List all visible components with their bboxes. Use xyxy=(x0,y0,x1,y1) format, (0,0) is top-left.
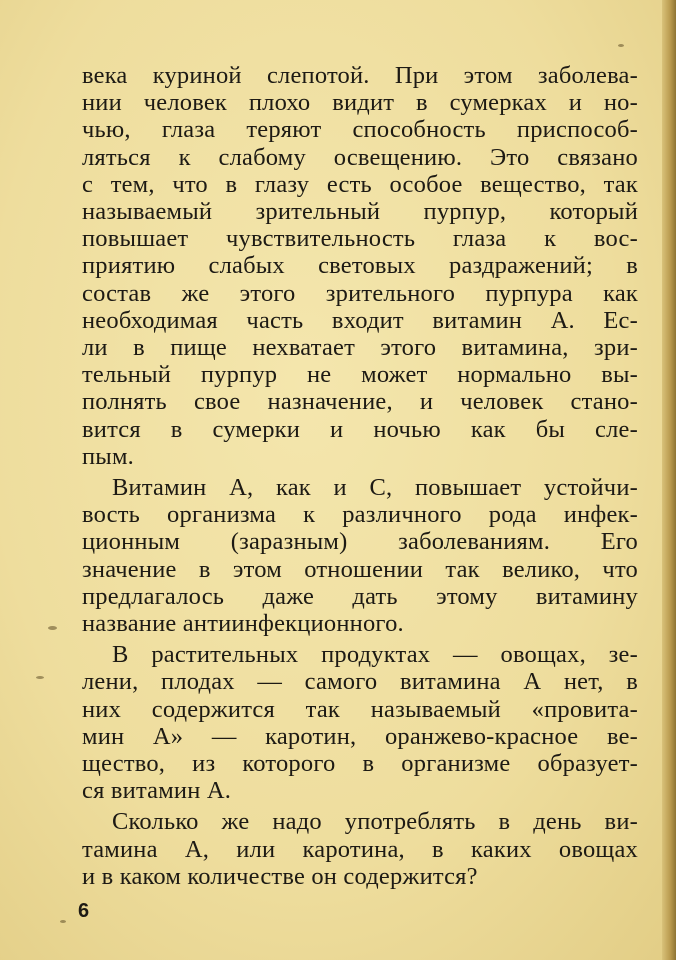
print-speck xyxy=(48,626,57,630)
text-line: необходимая часть входит витамин А. Ес- xyxy=(82,306,638,334)
text-line: ционным (заразным) заболеваниям. Его xyxy=(82,528,638,556)
body-text xyxy=(82,62,638,890)
print-speck xyxy=(36,676,44,679)
text-line: щество, из которого в организме образует- xyxy=(82,750,638,778)
text-line: и в каком количестве он содержится? xyxy=(82,862,478,890)
text-line: чью, глаза теряют способность приспособ- xyxy=(82,116,638,144)
text-line: название антиинфекционного. xyxy=(82,610,404,638)
text-line: тамина А, или каротина, в каких овощах xyxy=(82,835,638,863)
text-line: состав же этого зрительного пурпура как xyxy=(82,279,638,307)
text-line: вость организма к различного рода инфек- xyxy=(82,501,638,529)
page-edge-shadow xyxy=(662,0,676,960)
text-line: ся витамин А. xyxy=(82,777,232,805)
text-line: мин А» — каротин, оранжево-красное ве- xyxy=(82,722,638,750)
text-line: называемый зрительный пурпур, который xyxy=(82,198,638,226)
text-line: с тем, что в глазу есть особое вещество, так xyxy=(82,170,638,198)
text-line: века куриной слепотой. При этом заболева- xyxy=(82,62,638,89)
paragraph-4 xyxy=(82,808,638,890)
paragraph-1 xyxy=(82,62,638,470)
paragraph-2 xyxy=(82,474,638,637)
print-speck xyxy=(60,920,66,923)
text-line: тельный пурпур не может нормально вы- xyxy=(82,361,638,389)
text-line: Витамин А, как и С, повышает устойчи- xyxy=(112,474,638,502)
text-line: них содержится так называемый «провита- xyxy=(82,695,638,723)
print-speck xyxy=(618,44,624,47)
text-line: приятию слабых световых раздражений; в xyxy=(82,252,638,280)
text-line: В растительных продуктах — овощах, зе- xyxy=(112,641,638,669)
text-line: ляться к слабому освещению. Это связано xyxy=(82,143,638,171)
text-line: ли в пище нехватает этого витамина, зри- xyxy=(82,334,638,362)
text-line: лени, плодах — самого витамина А нет, в xyxy=(82,668,638,696)
text-line: вится в сумерки и ночью как бы сле- xyxy=(82,415,638,443)
text-line: предлагалось даже дать этому витамину xyxy=(82,582,638,610)
text-line: пым. xyxy=(82,442,135,470)
text-line: нии человек плохо видит в сумерках и но- xyxy=(82,89,638,117)
text-line: повышает чувствительность глаза к вос- xyxy=(82,225,638,253)
text-line: Сколько же надо употреблять в день ви- xyxy=(112,808,638,836)
text-line: значение в этом отношении так велико, что xyxy=(82,555,638,583)
paragraph-3 xyxy=(82,641,638,804)
text-line: полнять свое назначение, и человек стано- xyxy=(82,388,638,416)
page-number: 6 xyxy=(78,900,90,922)
